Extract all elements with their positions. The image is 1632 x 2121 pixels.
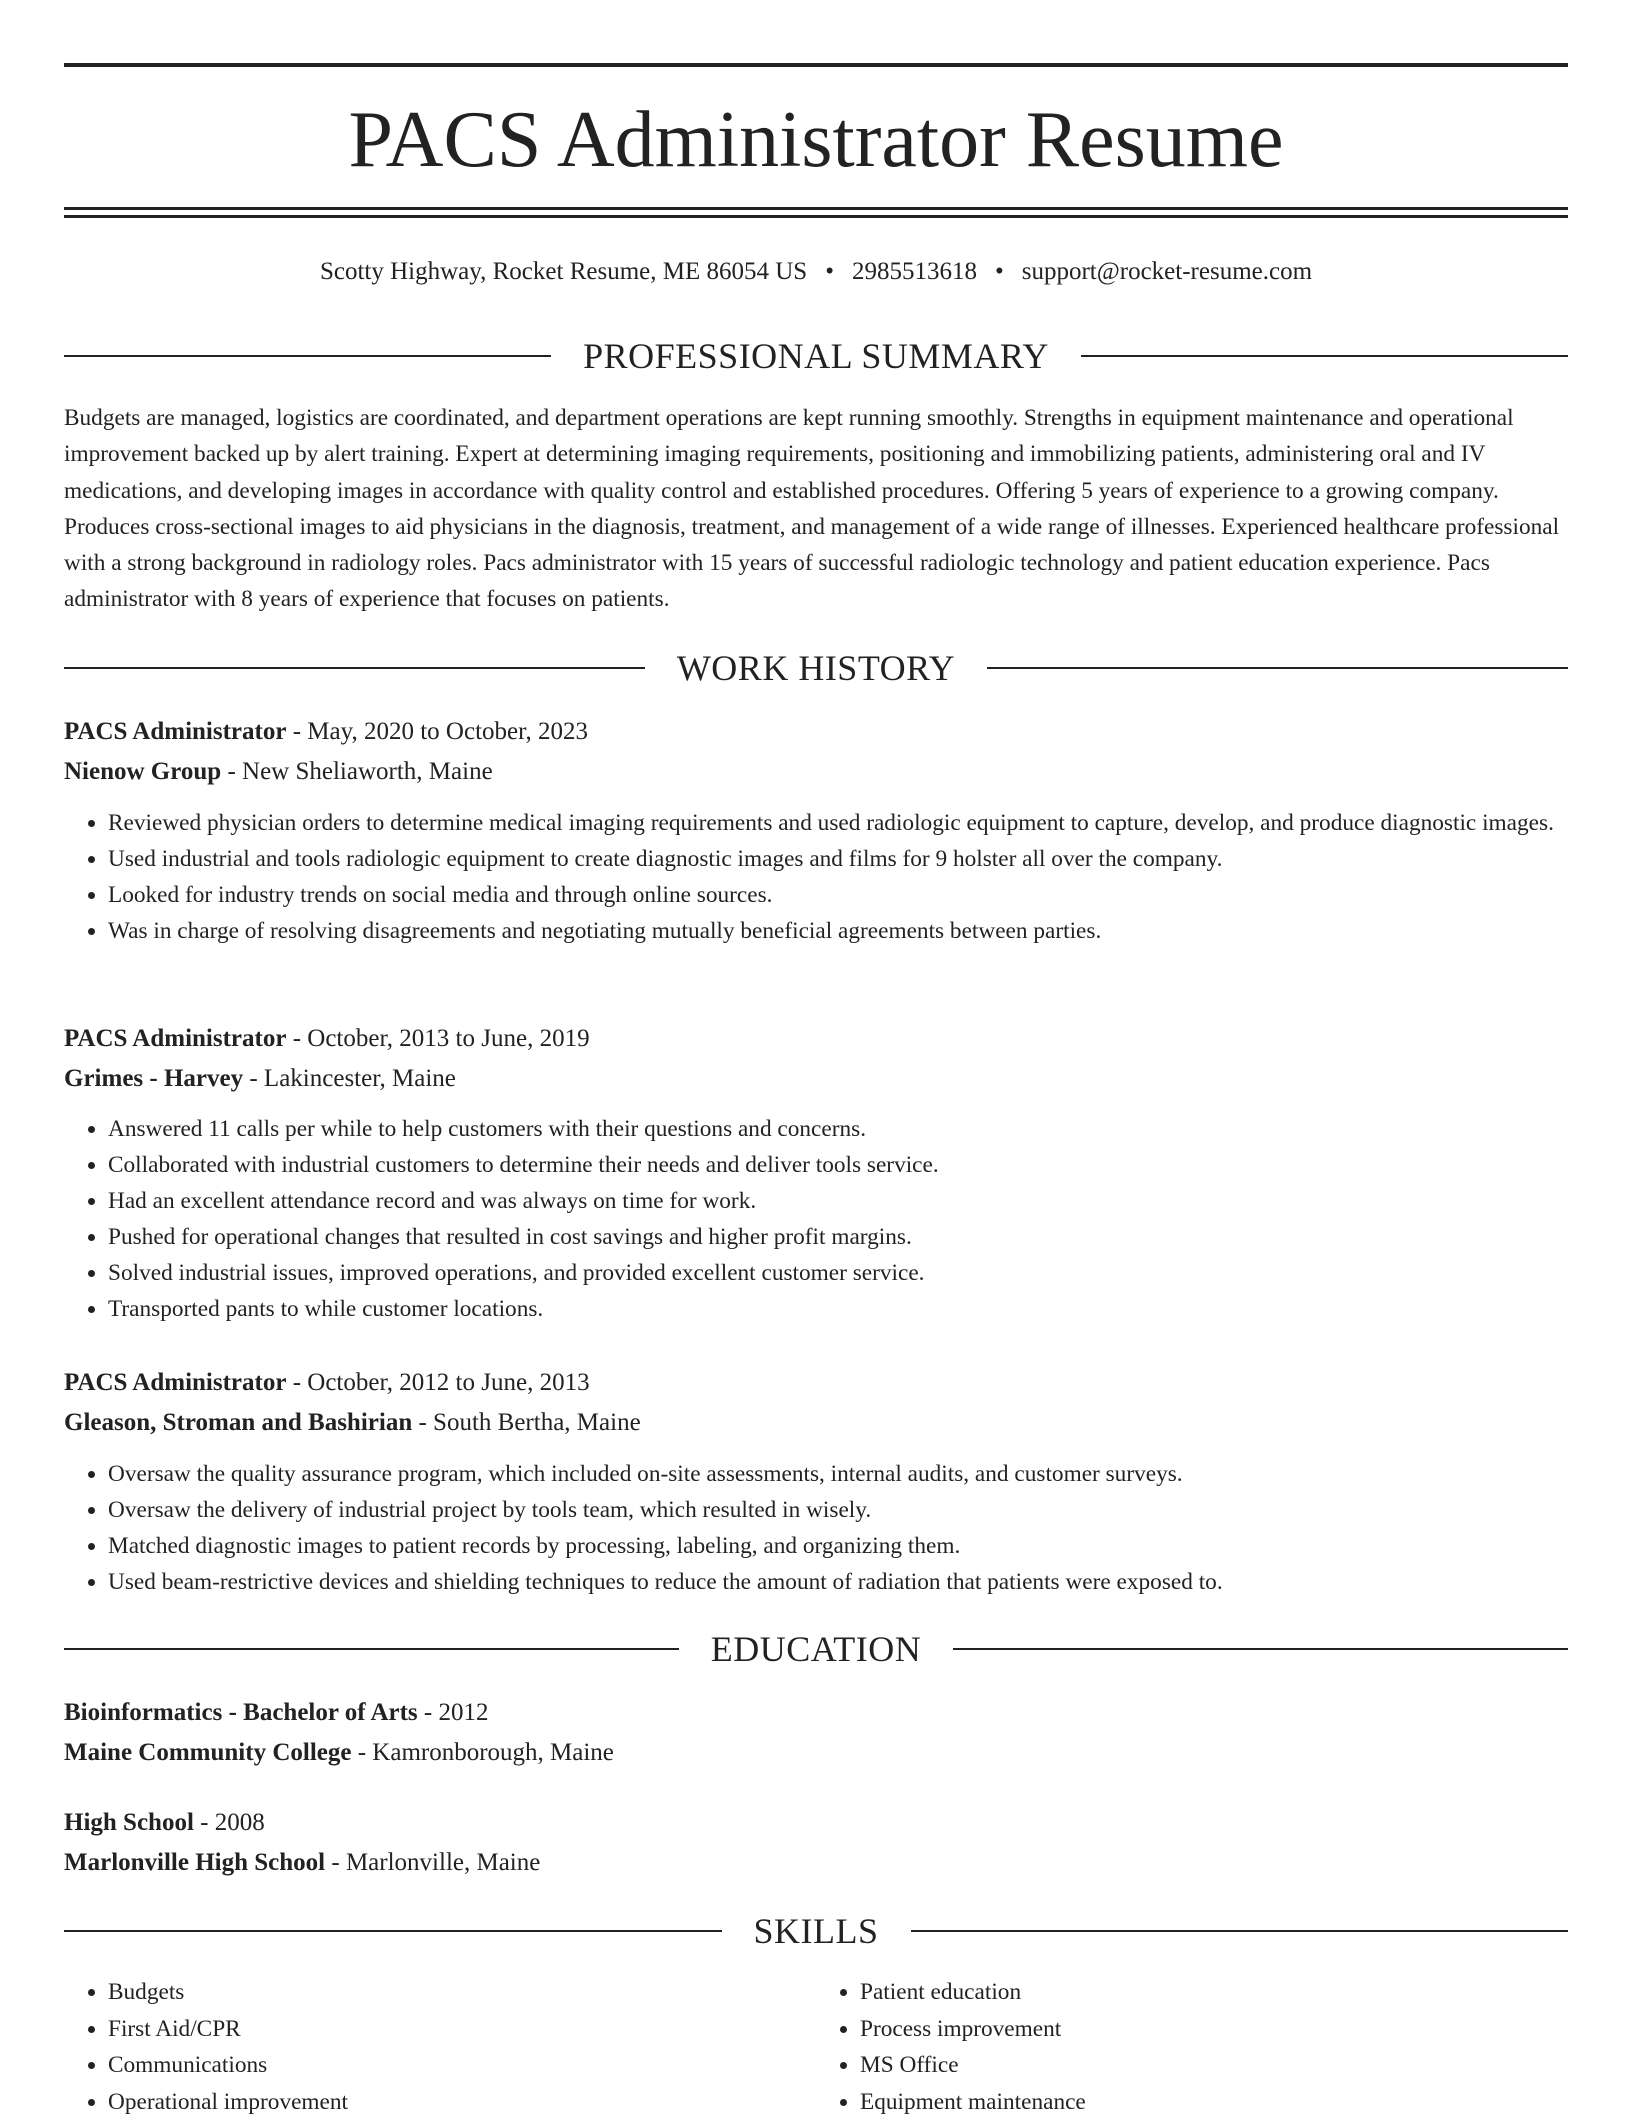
job-title: PACS Administrator bbox=[64, 718, 287, 745]
list-item: • Transported pants to while customer locations. bbox=[108, 1291, 1612, 1327]
list-item: • Used beam-restrictive devices and shielding techniques to reduce the amount of radiation that patients were exposed to. bbox=[108, 1564, 1612, 1600]
separator-dot: • bbox=[994, 258, 1004, 285]
summary-text: Budgets are managed, logistics are coordinated, and department operations are kept running smoothly. Strengths in equipment maintenance and operational improvement backed up by alert training. Expert at determining imaging requirements, positioning and immobilizing patients, administering oral and IV medications, and developing images in accordance with quality control and established procedures. Offering 5 years of experience to a growing company. Produces cross-sectional images to aid physicians in the diagnosis, treatment, and management of a wide range of illnesses. Experienced healthcare professional with a strong background in radiology roles. Pacs administrator with 15 years of successful radiologic technology and patient education experience. Pacs administrator with 8 years of experience that focuses on patients. bbox=[64, 405, 1560, 613]
list-item: • Collaborated with industrial customers to determine their needs and deliver tools service. bbox=[108, 1147, 1612, 1183]
list-item: • Oversaw the quality assurance program, which included on-site assessments, internal audits, and customer surveys. bbox=[108, 1456, 1612, 1492]
title-rule-lower bbox=[64, 215, 1568, 218]
school-line bbox=[64, 1733, 1568, 1773]
section-title: SKILLS bbox=[753, 1911, 879, 1951]
job-company-line bbox=[64, 752, 1568, 792]
degree: High School bbox=[64, 1809, 194, 1836]
job-title: PACS Administrator bbox=[64, 1369, 287, 1396]
job-title: PACS Administrator bbox=[64, 1025, 287, 1052]
skills-column-left bbox=[64, 1974, 816, 2121]
school-location: - Marlonville, Maine bbox=[325, 1849, 541, 1876]
skill-item: • Operational improvement bbox=[108, 2084, 816, 2121]
section-title: PROFESSIONAL SUMMARY bbox=[583, 336, 1049, 376]
list-item: • Pushed for operational changes that resulted in cost savings and higher profit margins. bbox=[108, 1219, 1612, 1255]
section-rule bbox=[953, 1648, 1568, 1650]
job-dates: - May, 2020 to October, 2023 bbox=[286, 718, 588, 745]
job-dates: - October, 2013 to June, 2019 bbox=[286, 1025, 590, 1052]
section-rule bbox=[987, 667, 1568, 669]
job-title-line bbox=[64, 1019, 1568, 1059]
skill-item: • Budgets bbox=[108, 1974, 816, 2011]
job-title-line bbox=[64, 712, 1568, 752]
job-company: Nienow Group bbox=[64, 758, 222, 785]
job-dates: - October, 2012 to June, 2013 bbox=[286, 1369, 590, 1396]
job-company-line bbox=[64, 1059, 1568, 1099]
section-title: EDUCATION bbox=[710, 1629, 922, 1669]
job-company: Grimes - Harvey bbox=[64, 1065, 244, 1092]
page-title: PACS Administrator Resume bbox=[348, 96, 1284, 184]
section-title: WORK HISTORY bbox=[676, 648, 956, 688]
job-title-line bbox=[64, 1363, 1568, 1403]
list-item: • Solved industrial issues, improved operations, and provided excellent customer service. bbox=[108, 1255, 1612, 1291]
degree-line bbox=[64, 1693, 1568, 1733]
list-item: • Used industrial and tools radiologic equipment to create diagnostic images and films for 9 holster all over the company. bbox=[108, 841, 1612, 877]
job-entry bbox=[64, 712, 1568, 792]
list-item: • Looked for industry trends on social media and through online sources. bbox=[108, 877, 1612, 913]
degree-year: - 2012 bbox=[417, 1699, 489, 1726]
school-line bbox=[64, 1843, 1568, 1883]
contact-line bbox=[64, 254, 1568, 290]
section-header-work bbox=[64, 646, 1568, 690]
school: Maine Community College bbox=[64, 1739, 352, 1766]
school: Marlonville High School bbox=[64, 1849, 326, 1876]
school-location: - Kamronborough, Maine bbox=[351, 1739, 614, 1766]
section-rule bbox=[64, 1648, 679, 1650]
job-location: - New Sheliaworth, Maine bbox=[221, 758, 493, 785]
job-company-line bbox=[64, 1403, 1568, 1443]
job-company: Gleason, Stroman and Bashirian bbox=[64, 1409, 413, 1436]
section-header-education bbox=[64, 1627, 1568, 1671]
skills-column-right bbox=[816, 1974, 1568, 2121]
job-bullets bbox=[64, 1456, 1612, 1600]
education-entry bbox=[64, 1693, 1568, 1773]
skill-item: • MS Office bbox=[860, 2047, 1568, 2084]
section-rule bbox=[64, 667, 645, 669]
top-rule bbox=[64, 63, 1568, 67]
list-item: • Had an excellent attendance record and was always on time for work. bbox=[108, 1183, 1612, 1219]
title-rule-upper bbox=[64, 207, 1568, 210]
job-entry bbox=[64, 1019, 1568, 1099]
skill-item: • First Aid/CPR bbox=[108, 2011, 816, 2048]
degree: Bioinformatics - Bachelor of Arts bbox=[64, 1699, 418, 1726]
list-item: • Answered 11 calls per while to help customers with their questions and concerns. bbox=[108, 1111, 1612, 1147]
job-location: - South Bertha, Maine bbox=[412, 1409, 641, 1436]
section-rule bbox=[64, 355, 551, 357]
job-entry bbox=[64, 1363, 1568, 1443]
section-rule bbox=[64, 1930, 722, 1932]
list-item: • Matched diagnostic images to patient records by processing, labeling, and organizing them. bbox=[108, 1528, 1612, 1564]
section-header-skills bbox=[64, 1909, 1568, 1953]
skill-item: • Equipment maintenance bbox=[860, 2084, 1568, 2121]
separator-dot: • bbox=[825, 258, 834, 285]
job-bullets bbox=[64, 805, 1612, 949]
skill-item: • Communications bbox=[108, 2047, 816, 2084]
section-header-summary bbox=[64, 334, 1568, 378]
skills-list bbox=[64, 1974, 1568, 2121]
skill-item: • Process improvement bbox=[860, 2011, 1568, 2048]
contact-phone: 2985513618 bbox=[851, 258, 977, 285]
contact-address: Scotty Highway, Rocket Resume, ME 86054 US bbox=[319, 258, 808, 285]
education-entry bbox=[64, 1803, 1568, 1883]
job-bullets bbox=[64, 1111, 1612, 1327]
contact-email: support@rocket-resume.com bbox=[1021, 258, 1313, 285]
degree-year: - 2008 bbox=[193, 1809, 265, 1836]
list-item: • Was in charge of resolving disagreements and negotiating mutually beneficial agreements between parties. bbox=[108, 913, 1612, 949]
skill-item: • Patient education bbox=[860, 1974, 1568, 2011]
section-rule bbox=[911, 1930, 1569, 1932]
list-item: • Reviewed physician orders to determine medical imaging requirements and used radiologic equipment to capture, develop, and produce diagnostic images. bbox=[108, 805, 1612, 841]
degree-line bbox=[64, 1803, 1568, 1843]
section-rule bbox=[1081, 355, 1568, 357]
list-item: • Oversaw the delivery of industrial project by tools team, which resulted in wisely. bbox=[108, 1492, 1612, 1528]
job-location: - Lakincester, Maine bbox=[243, 1065, 456, 1092]
